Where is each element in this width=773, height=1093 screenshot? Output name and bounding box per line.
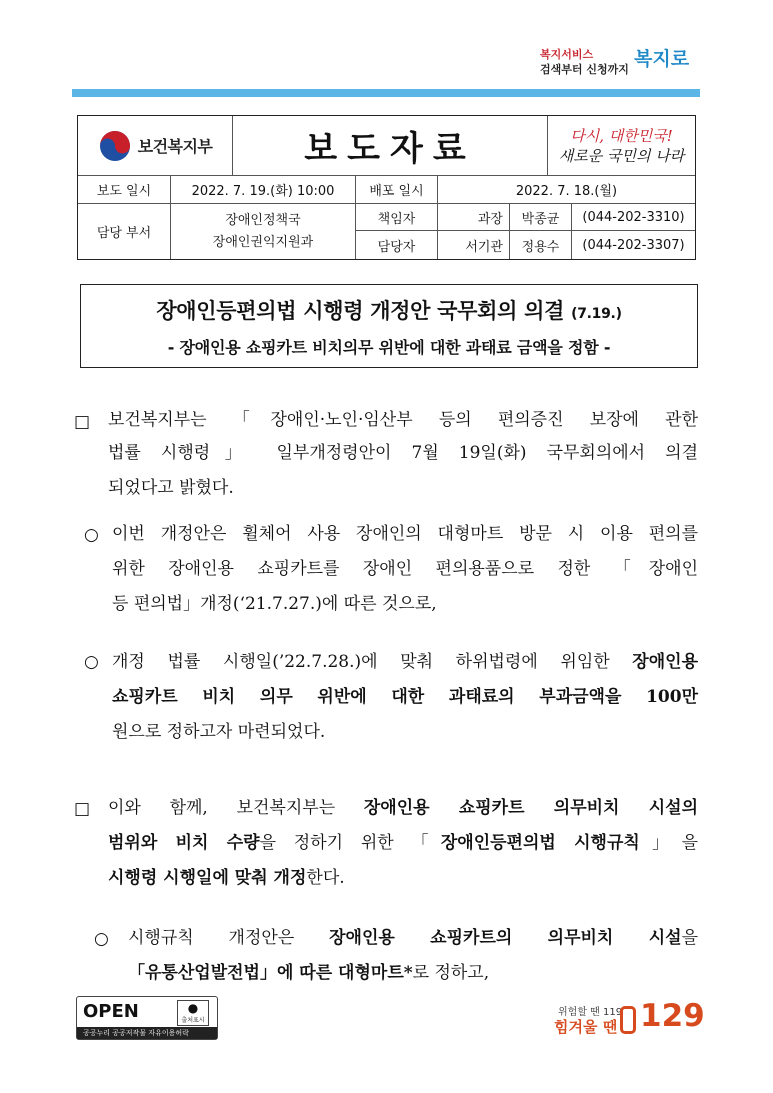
open-strip: 공공누리 공공저작물 자유이용허락	[77, 1027, 217, 1039]
bullet-3-line-2	[128, 956, 698, 991]
bullet-1-line-3: 등 편의법」개정(‘21.7.27.)에 따른 것으로,	[112, 594, 437, 614]
bullet-2-bold: 장애인용	[632, 652, 698, 672]
slogan-line-1: 다시, 대한민국!	[570, 126, 673, 145]
distribution-value: 2022. 7. 18.(월)	[438, 176, 695, 204]
p2-bold-3: 장애인등편의법 시행규칙	[440, 833, 640, 853]
hotline-number: 129	[640, 998, 705, 1034]
dept-value	[171, 204, 356, 259]
release-label: 보도 일시	[78, 176, 171, 204]
dept-label: 담당 부서	[78, 204, 171, 259]
circle-bullet: ○	[84, 525, 99, 545]
bullet-1	[112, 517, 698, 622]
paragraph-2	[108, 791, 698, 896]
contact-name: 정용수	[510, 231, 572, 259]
headline-main: 장애인등편의법 시행령 개정안 국무회의 의결	[156, 299, 565, 323]
hotline-logo	[554, 996, 704, 1040]
paragraph-1-line-2: 법률 시행령」 일부개정령안이 7월 19일(화) 국무회의에서 의결	[108, 443, 698, 463]
bullet-3	[128, 921, 698, 991]
dept-line-1: 장애인정책국	[225, 212, 301, 228]
circle-bullet: ○	[94, 929, 109, 949]
distribution-label: 배포 일시	[356, 176, 438, 204]
attribution-badge	[177, 1000, 209, 1026]
hotline-big: 힘겨울 땐	[554, 1018, 618, 1036]
b3-text: 시행규칙 개정안은	[128, 928, 330, 948]
contact-title: 서기관	[438, 231, 510, 259]
headline-box	[80, 284, 698, 368]
bokjiro-logo: 복지로	[634, 48, 690, 70]
bullet-2-line-1	[112, 645, 698, 680]
bullet-1-line-2: 위한 장애인용 쇼핑카트를 장애인 편의용품으로 정한 「장애인	[112, 559, 698, 579]
responsible-label: 책임자	[356, 204, 438, 231]
contact-phone: (044-202-3307)	[582, 237, 685, 253]
paragraph-2-line-3	[108, 861, 698, 896]
banner-line-1: 복지서비스	[540, 48, 594, 61]
paragraph-2-line-1	[108, 791, 698, 826]
bokjiro-banner	[540, 44, 710, 84]
bullet-2-bold-line: 쇼핑카트 비치 의무 위반에 대한 과태료의 부과금액을 100만	[112, 687, 698, 707]
bullet-2-line-3: 원으로 정하고자 마련되었다.	[112, 722, 326, 742]
ministry-name: 보건복지부	[137, 137, 213, 156]
bullet-2	[112, 645, 698, 750]
p2-text-3: 」을	[639, 833, 698, 853]
p2-text-4: 한다.	[306, 868, 345, 888]
taegeuk-icon	[98, 129, 132, 163]
paragraph-1-line-1: 보건복지부는 「장애인·노인·임산부 등의 편의증진 보장에 관한	[108, 410, 698, 430]
p2-bold: 장애인용 쇼핑카트 의무비치 시설의	[363, 798, 698, 818]
open-license-logo	[76, 996, 218, 1040]
paragraph-2-line-2	[108, 826, 698, 861]
headline-title	[81, 295, 697, 325]
headline-date: (7.19.)	[571, 306, 622, 322]
responsible-name: 박종균	[510, 204, 572, 231]
open-text: OPEN	[83, 1001, 139, 1022]
bullet-2-text: 개정 법률 시행일(’22.7.28.)에 맞춰 하위법령에 위임한	[112, 652, 633, 672]
banner-line-2: 검색부터 신청까지	[540, 63, 629, 76]
circle-bullet: ○	[84, 652, 99, 672]
b3-bold: 장애인용 쇼핑카트의 의무비치 시설	[329, 928, 682, 948]
square-bullet: □	[74, 412, 91, 432]
paragraph-1-cont	[108, 436, 698, 506]
p2-bold-4: 시행령 시행일에 맞춰 개정	[108, 868, 307, 888]
p2-bold-2: 범위와 비치 수량	[108, 833, 260, 853]
attribution-label: 출처표시	[181, 1017, 205, 1024]
b3-text-3: 로 정하고,	[412, 963, 490, 983]
responsible-title: 과장	[438, 204, 510, 231]
bullet-3-line-1	[128, 921, 698, 956]
hotline-small: 위험할 땐 119	[558, 1007, 623, 1018]
responsible-phone: (044-202-3310)	[572, 204, 695, 231]
document-title: 보도자료	[233, 116, 548, 176]
p2-text-2: 을 정하기 위한 「	[259, 833, 441, 853]
bullet-2-line-2	[112, 680, 698, 715]
paragraph-1	[108, 403, 698, 438]
b3-text-2: 을	[681, 928, 699, 948]
b3-bold-2: 「유통산업발전법」에 따른 대형마트*	[128, 963, 413, 983]
ministry-logo-cell	[78, 116, 233, 176]
headline-subtitle: - 장애인용 쇼핑카트 비치의무 위반에 대한 과태료 금액을 정함 -	[167, 338, 611, 357]
press-header-table	[77, 115, 696, 260]
slogan	[548, 116, 695, 176]
release-value: 2022. 7. 19.(화) 10:00	[171, 176, 356, 204]
dept-line-2: 장애인권익지원과	[212, 234, 314, 250]
phone-icon	[620, 1006, 636, 1034]
p2-text: 이와 함께, 보건복지부는	[108, 798, 364, 818]
person-icon: ●	[187, 1001, 199, 1015]
slogan-line-2: 새로운 국민의 나라	[558, 146, 685, 165]
bullet-1-line-1: 이번 개정안은 휠체어 사용 장애인의 대형마트 방문 시 이용 편의를	[112, 524, 698, 544]
square-bullet: □	[74, 799, 91, 819]
contact-label: 담당자	[356, 231, 438, 259]
paragraph-1-line-3: 되었다고 밝혔다.	[108, 478, 234, 498]
header-bar	[72, 89, 700, 97]
